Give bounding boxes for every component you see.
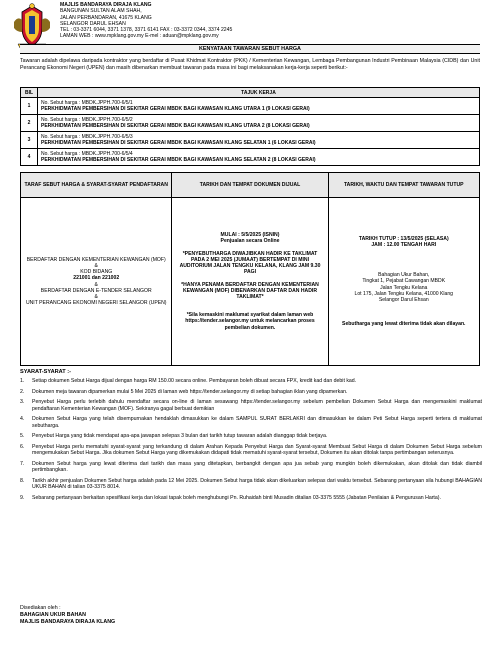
details-row — [21, 198, 480, 366]
intro-paragraph: Tawaran adalah dipelawa daripada kontraktor yang berdaftar di Pusat Khidmat Kontraktor (PKK) / Kementerian Kewangan, Lembaga Pembangunan Industri Pembinaan Malaysia (CIDB) dan Unit Perancang Ekonomi Negeri (UPEN) dan masih dibenarkan membuat tawaran pada masa ini bagi melaksanakan kerja-kerja seperti berikut:- — [20, 58, 480, 71]
update-company-notice: *Sila kemaskini maklumat syarikat dalam laman web https://tender.selangor.my untuk melancarkan proses pembelian dokumen. — [185, 312, 315, 331]
list-item — [20, 495, 482, 501]
conditions-heading: SYARAT-SYARAT :- — [20, 369, 71, 375]
condition-text: Penyebut Harga perlu mematuhi syarat-syarat yang terkandung di dalam Arahan Kepada Penyebut Harga dan Syarat-syarat Membuat Sebut Harga di dalam Dokumen Sebut Harga sebelum mengemukakan Sebut Harga. Jika dokumen Sebut Harga yang dikemukakan didapati tidak mematuhi syarat-syarat tersebut, Dokumen itu akan ditolak tanpa pertimbangan seterusnya. — [32, 443, 482, 457]
work-cell — [38, 115, 480, 132]
telephone-fax: TEL : 03-3371 6044, 3371 1378, 3371 6141 FAX : 03-3372 0344, 3374 2245 — [60, 27, 233, 34]
list-item — [20, 433, 482, 439]
condition-text: Penyebut Harga yang tidak mendapat apa-apa jawapan selepas 3 bulan dari tarikh tutup tawaran adalah dianggap tidak berjaya. — [32, 433, 328, 440]
details-table-header — [21, 173, 480, 198]
row-number: 1 — [21, 98, 38, 115]
reg-and-3: & — [94, 293, 98, 300]
closing-time: JAM : 12.00 TENGAH HARI — [371, 241, 437, 248]
sale-cell — [172, 198, 328, 366]
closing-place-5: Selangor Darul Ehsan — [378, 296, 429, 303]
condition-text: Tarikh akhir penjualan Dokumen Sebut harga adalah pada 12 Mei 2025. Dokumen Sebut harga tidak akan dikeluarkan selepas dari waktu tersebut. Sebarang pertanyaan sila hubungi BAHAGIAN UKUR BAHAN di talian 03-3375 8014. — [32, 477, 482, 491]
col-taraf: TARAF SEBUT HARGA & SYARAT-SYARAT PENDAFTARAN — [21, 173, 172, 198]
sale-start: MULAI : 5/5/2025 (ISNIN) — [220, 232, 280, 239]
condition-number: 6. — [20, 443, 25, 450]
table-row — [21, 149, 480, 166]
reg-etender: BERDAFTAR DENGAN E-TENDER SELANGOR — [40, 287, 152, 294]
work-title: PERKHIDMATAN PEMBERSIHAN DI SEKITAR GERAI MBDK BAGI KAWASAN KLANG UTARA 2 (8 LOKASI GERAI) — [41, 123, 310, 129]
condition-text: Setiap dokumen Sebut Harga dijual dengan harga RM 150.00 secara online. Pembayaran boleh dibuat secara FPX, kredit kad dan debit kad. — [32, 378, 357, 384]
work-cell — [38, 149, 480, 166]
col-tarikh-tutup: TARIKH, WAKTU DAN TEMPAT TAWARAN TUTUP — [328, 173, 479, 198]
work-title: PERKHIDMATAN PEMBERSIHAN DI SEKITAR GERAI MBDK BAGI KAWASAN KLANG SELATAN 1 (6 LOKASI GERAI) — [41, 140, 316, 146]
condition-text: Dokumen Sebut harga yang lewat diterima dari tarikh dan masa yang ditetapkan, berbangkit dengan apa jua sebab yang mungkin boleh dikemukakan, akan ditolak dan tidak diambil pertimbangkan. — [32, 460, 482, 474]
condition-number: 9. — [20, 494, 25, 501]
registration-cell — [21, 198, 172, 366]
works-table — [20, 87, 480, 166]
closing-date: TARIKH TUTUP : 13/5/2025 (SELASA) — [358, 235, 449, 242]
condition-text: Dokumen Sebut Harga yang telah disempurnakan hendaklah dimasukkan ke dalam SAMPUL SURAT BERLAKRI dan dimasukkan ke dalam Peti Sebut Harga seperti tertera di maklumat sebutharga. — [32, 416, 482, 429]
address-line-2: JALAN PERBANDARAN, 41675 KLANG — [60, 14, 152, 21]
list-item — [20, 399, 482, 412]
condition-text: Sebarang pertanyaan berkaitan spesifikasi kerja dan lokasi tapak boleh menghubungi Pn. Ruhaidah binti Musadin ditalian 03-3375 5555 (Jabatan Penilaian & Pengurusan Harta). — [32, 494, 441, 501]
closing-cell — [328, 198, 479, 366]
address-line-1: BANGUNAN SULTAN ALAM SHAH, — [60, 8, 142, 15]
closing-place-1: Bahagian Ukur Bahan, — [378, 272, 430, 279]
table-row — [21, 98, 480, 115]
row-number: 3 — [21, 132, 38, 149]
condition-number: 2. — [20, 388, 25, 395]
work-title: PERKHIDMATAN PEMBERSIHAN DI SEKITAR GERAI MBDK BAGI KAWASAN KLANG UTARA 1 (9 LOKASI GERAI) — [41, 106, 310, 112]
col-tarikh-dijual: TARIKH DAN TEMPAT DOKUMEN DIJUAL — [172, 173, 328, 198]
reg-mof: BERDAFTAR DENGAN KEMENTERIAN KEWANGAN (MOF) — [26, 256, 166, 263]
condition-number: 1. — [20, 378, 25, 384]
list-item — [20, 478, 482, 491]
reg-kod-values: 221001 dan 221002 — [73, 275, 120, 282]
closing-place-2: Tingkat 1, Pejabat Cawangan MBDK — [362, 278, 446, 285]
condition-number: 5. — [20, 433, 25, 440]
council-name: MAJLIS BANDARAYA DIRAJA KLANG — [20, 619, 116, 625]
reg-kod-bidang: KOD BIDANG — [80, 269, 113, 276]
closing-place-4: Lot 175, Jalan Tengku Kelana, 41000 Klang — [354, 290, 453, 297]
reg-upen: UNIT PERANCANG EKONOMI NEGERI SELANGOR (UPEN) — [25, 300, 167, 307]
org-name: MAJLIS BANDARAYA DIRAJA KLANG — [60, 2, 152, 8]
notice-title: KENYATAAN TAWARAN SEBUT HARGA — [20, 44, 480, 54]
quotation-ref: No. Sebut harga : MBDK.JPPH.700-6/5/3 — [41, 134, 133, 140]
col-bil: BIL — [21, 88, 38, 98]
conditions-list — [20, 378, 482, 505]
briefing-notice: *PENYEBUTHARGA DIWAJIBKAN HADIR KE TAKLIMAT PADA 2 MEI 2025 (JUMAAT) BERTEMPAT DI MINI AUDITORIUM JALAN TENGKU KELANA, KLANG JAM 9.30 PAGI — [179, 250, 321, 276]
condition-number: 7. — [20, 460, 25, 467]
address-line-3: SELANGOR DARUL EHSAN — [60, 20, 126, 27]
list-item — [20, 416, 482, 429]
closing-place-3: Jalan Tengku Kelana — [380, 284, 428, 291]
work-cell — [38, 98, 480, 115]
condition-number: 4. — [20, 416, 25, 423]
quotation-ref: No. Sebut harga : MBDK.JPPH.700-6/5/4 — [41, 151, 133, 157]
crest-logo — [8, 2, 56, 50]
letterhead-text — [60, 2, 232, 40]
reg-and-1: & — [94, 262, 98, 269]
list-item — [20, 461, 482, 474]
row-number: 4 — [21, 149, 38, 166]
sale-online: Penjualan secara Online — [220, 238, 280, 245]
prepared-by: Disediakan oleh : — [20, 605, 61, 611]
signature-block — [20, 605, 115, 626]
table-row — [21, 132, 480, 149]
quotation-ref: No. Sebut harga : MBDK.JPPH.700-6/5/2 — [41, 117, 133, 123]
work-cell — [38, 132, 480, 149]
department-name: BAHAGIAN UKUR BAHAN — [20, 612, 86, 618]
late-notice: Sebutharga yang lewat diterima tidak akan dilayan. — [342, 321, 466, 328]
website-email: LAMAN WEB : www.mpklang.gov.my E-mel : aduan@mpklang.gov.my — [60, 33, 219, 40]
details-table — [20, 172, 480, 366]
condition-text: Penyebut Harga perlu terlebih dahulu mendaftar secara on-line di laman sesawang https://tender.selangor.my sebelum pembelian Dokumen Sebut Harga dan mengemaskini maklumat pendaftaran Kementerian Kewangan (MOF). Sekiranya gagal berbuat demikian — [32, 399, 482, 412]
work-title: PERKHIDMATAN PEMBERSIHAN DI SEKITAR GERAI MBDK BAGI KAWASAN KLANG SELATAN 2 (8 LOKASI GERAI) — [41, 157, 316, 163]
condition-number: 8. — [20, 477, 25, 484]
mof-only-notice: *HANYA PENAMA BERDAFTAR DENGAN KEMENTERIAN KEWANGAN (MOF) DIBENARKAN DAFTAR DAN HADIR TAKLIMAT* — [181, 281, 319, 300]
condition-text: Dokumen meja tawaran dipamerkan mulai 5 Mei 2025 di laman web https://tender.selangor.my di setiap bahagian iklan yang dipamerkan. — [32, 388, 348, 395]
col-tajuk-kerja: TAJUK KERJA — [38, 88, 480, 98]
row-number: 2 — [21, 115, 38, 132]
list-item — [20, 389, 482, 395]
list-item — [20, 444, 482, 457]
condition-number: 3. — [20, 399, 25, 406]
reg-and-2: & — [94, 281, 98, 288]
quotation-ref: No. Sebut harga : MBDK.JPPH.700-6/5/1 — [41, 100, 133, 106]
table-row — [21, 115, 480, 132]
list-item — [20, 378, 482, 384]
works-table-header — [21, 88, 480, 98]
